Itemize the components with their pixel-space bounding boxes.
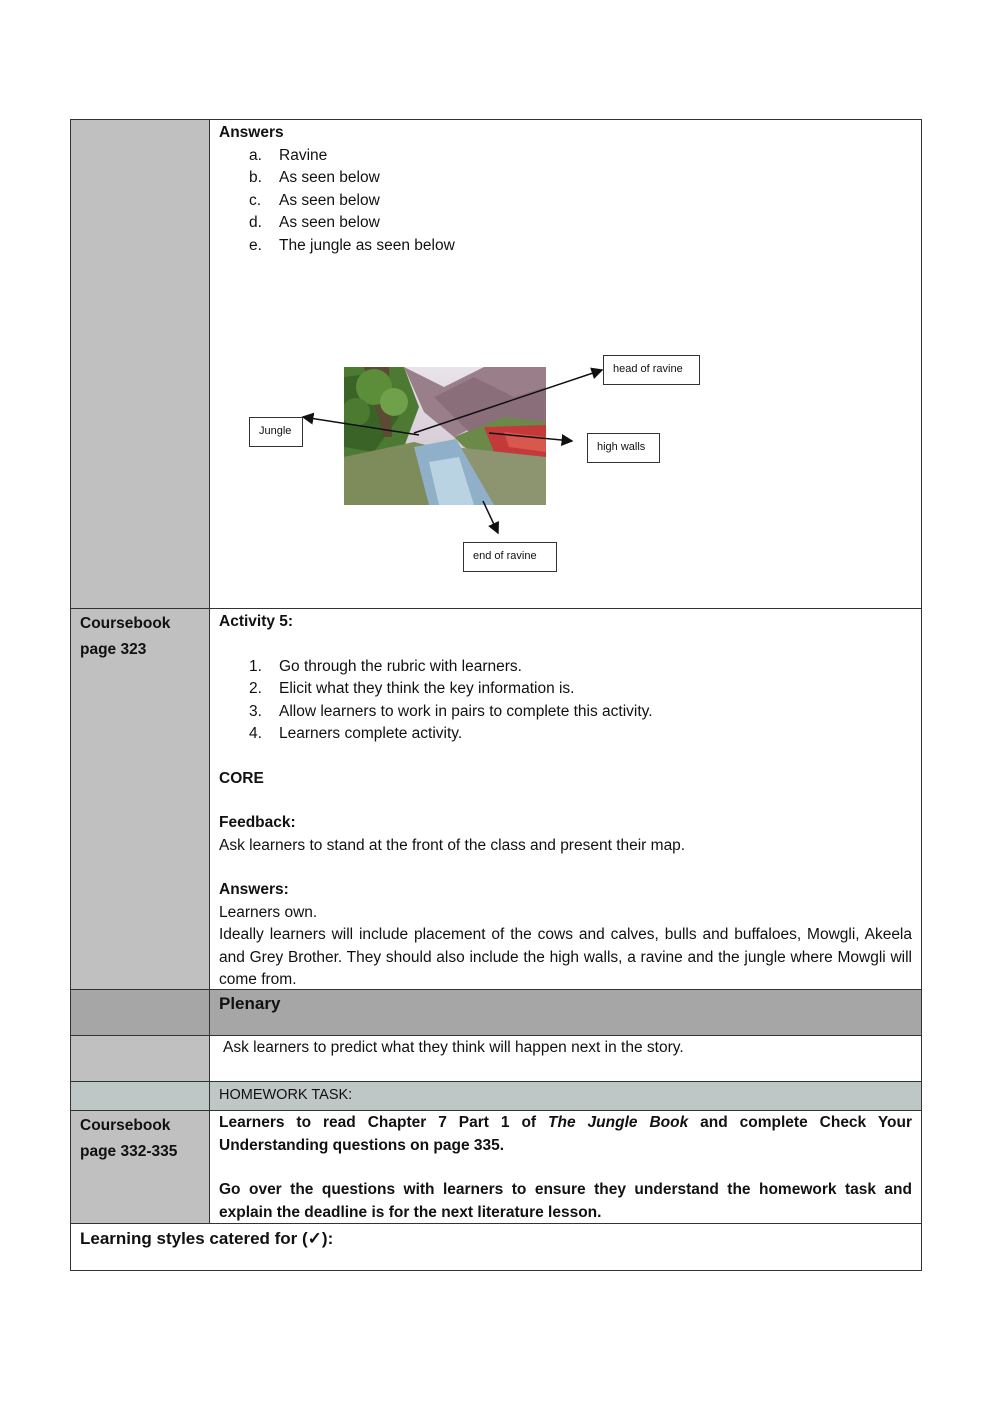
homework-title: HOMEWORK TASK: (210, 1082, 921, 1110)
answers-heading: Answers (219, 124, 284, 141)
lesson-plan-table (70, 119, 922, 1271)
arrow-high-walls (489, 433, 572, 441)
arrow-jungle (303, 417, 419, 435)
plenary-text-ref-cell (71, 1036, 210, 1081)
answers-ref-cell (71, 120, 210, 608)
plenary-text: Ask learners to predict what they think will happen next in the story. (223, 1039, 684, 1056)
learning-styles-row (71, 1223, 921, 1270)
core-label: CORE (219, 769, 264, 787)
ravine-diagram (219, 257, 912, 609)
homework-row (71, 1110, 921, 1223)
activity-answers-line1: Learners own. (219, 903, 318, 921)
answers-content-cell (210, 120, 921, 608)
coursebook-ref: Coursebook (80, 615, 171, 632)
label-high-walls: high walls (587, 433, 660, 463)
activity-row (71, 608, 921, 989)
activity-answers-line2: Ideally learners will include placement of the cows and calves, bulls and buffaloes, Mowgli, Akeela and Grey Brother. They should also include the high walls, a ravine and the jungle where Mowgli will come from. (219, 926, 912, 988)
coursebook-ref: Coursebook (80, 1117, 171, 1134)
page-ref: page 332-335 (80, 1143, 178, 1160)
list-item: 4. Learners complete activity. (249, 725, 463, 742)
homework-content-cell (210, 1111, 921, 1223)
plenary-row (71, 1035, 921, 1081)
homework-header-ref-cell (71, 1082, 210, 1110)
list-item: 1. Go through the rubric with learners. (249, 657, 522, 675)
list-item: a. Ravine (249, 146, 328, 164)
activity-steps (219, 656, 912, 746)
plenary-header-row (71, 989, 921, 1035)
activity-heading: Activity 5: (219, 613, 294, 630)
feedback-heading: Feedback: (219, 814, 296, 831)
book-title: The Jungle Book (548, 1114, 689, 1131)
homework-ref-cell (71, 1111, 210, 1223)
activity-answers-heading: Answers: (219, 881, 289, 898)
label-end-of-ravine: end of ravine (463, 542, 557, 572)
activity-content-cell (210, 609, 921, 989)
homework-header-row (71, 1081, 921, 1110)
arrow-end-of-ravine (483, 501, 498, 533)
list-item: c. As seen below (249, 191, 380, 209)
plenary-title: Plenary (210, 990, 921, 1035)
feedback-text: Ask learners to stand at the front of the class and present their map. (219, 836, 686, 854)
list-item: d. As seen below (249, 214, 380, 231)
homework-text-1: Learners to read Chapter 7 Part 1 of The Jungle Book and complete Check Your Understanding questions on page 335. (219, 1114, 913, 1154)
arrow-head-of-ravine (414, 370, 602, 433)
learning-styles-label: Learning styles catered for (✓): (80, 1229, 334, 1248)
activity-ref-cell (71, 609, 210, 989)
answers-list (219, 145, 912, 258)
plenary-ref-cell (71, 990, 210, 1035)
list-item: e. The jungle as seen below (249, 236, 455, 254)
list-item: b. As seen below (249, 169, 380, 186)
label-jungle: Jungle (249, 417, 303, 447)
homework-text-2: Go over the questions with learners to ensure they understand the homework task and explain the deadline is for the next literature lesson. (219, 1181, 912, 1221)
answers-row (71, 120, 921, 608)
list-item: 2. Elicit what they think the key information is. (249, 680, 575, 697)
label-head-of-ravine: head of ravine (603, 355, 700, 385)
page-ref: page 323 (80, 641, 147, 658)
list-item: 3. Allow learners to work in pairs to complete this activity. (249, 702, 653, 720)
